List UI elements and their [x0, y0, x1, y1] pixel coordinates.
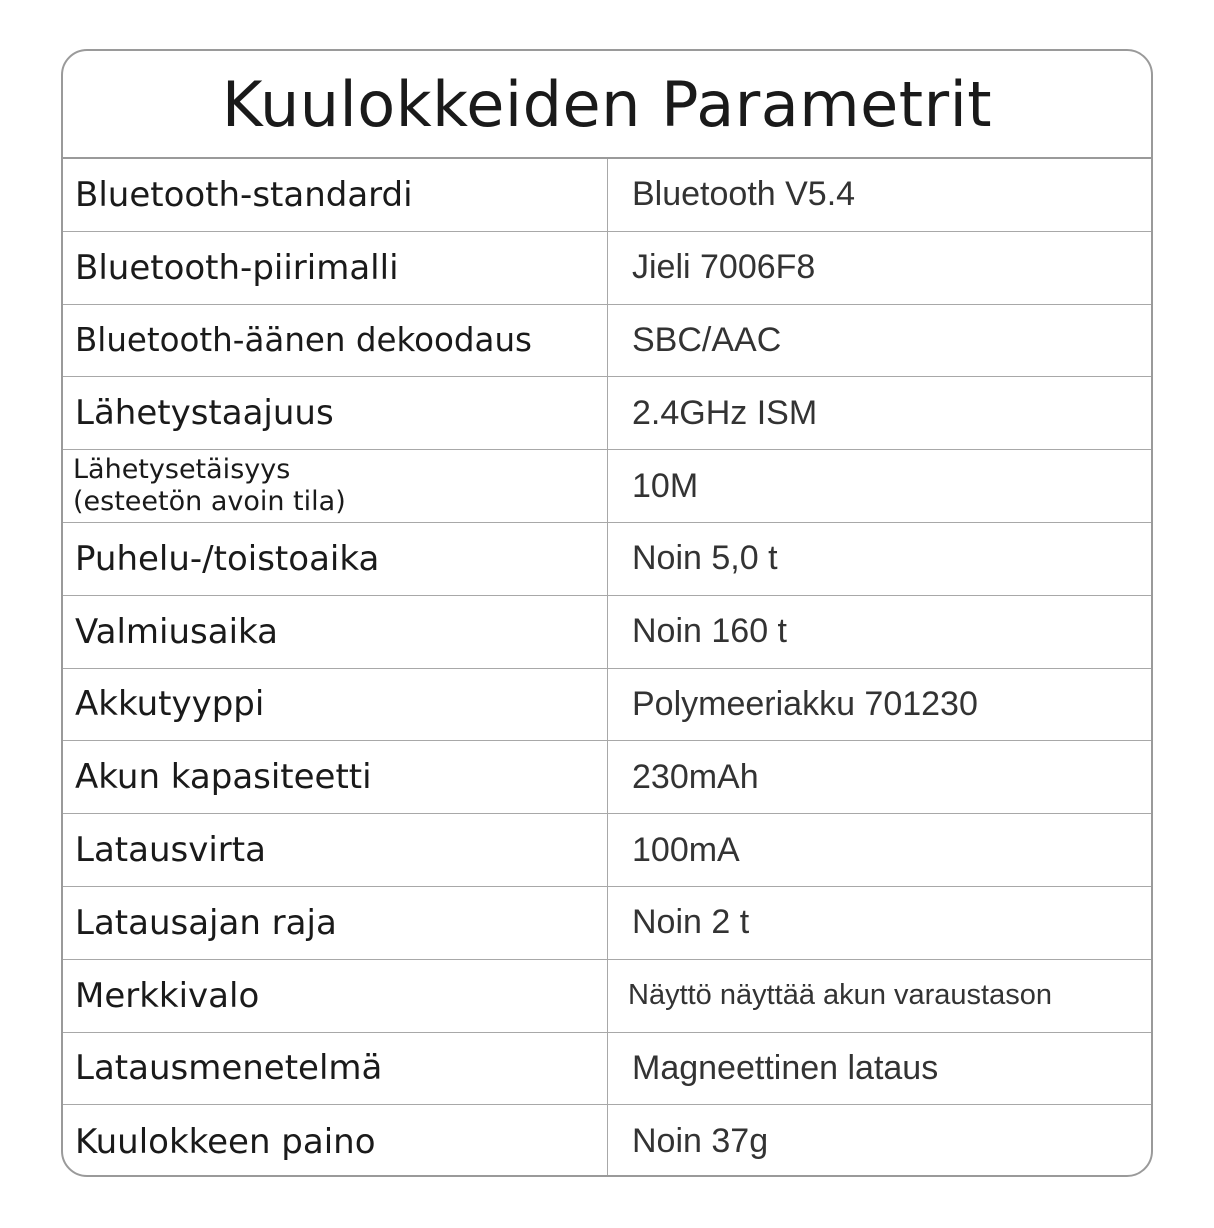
table-row [63, 450, 1151, 523]
row-label: Valmiusaika [63, 596, 608, 668]
row-value: SBC/AAC [632, 320, 782, 359]
table-row [63, 887, 1151, 960]
table-row [63, 305, 1151, 378]
table-row [63, 741, 1151, 814]
table-row [63, 1033, 1151, 1106]
page-title: Kuulokkeiden Parametrit [63, 51, 1151, 159]
row-label-multiline [63, 450, 608, 522]
table-row [63, 523, 1151, 596]
table-row [63, 669, 1151, 742]
row-value: 10M [632, 466, 699, 505]
row-label: Puhelu-/toistoaika [63, 523, 608, 595]
table-row [63, 159, 1151, 232]
table-row [63, 1105, 1151, 1177]
row-value: Magneettinen lataus [632, 1048, 939, 1087]
spec-table [63, 159, 1151, 1177]
row-value: Bluetooth V5.4 [632, 175, 856, 214]
row-value: Noin 160 t [632, 612, 787, 651]
row-value: Noin 2 t [632, 903, 750, 942]
row-label: Bluetooth-standardi [63, 159, 608, 231]
row-label: Bluetooth-äänen dekoodaus [63, 305, 608, 377]
row-value: 2.4GHz ISM [632, 393, 818, 432]
spec-card [61, 49, 1153, 1177]
row-label: Latausvirta [63, 814, 608, 886]
row-value: 100mA [632, 830, 740, 869]
table-row [63, 596, 1151, 669]
row-value: Näyttö näyttää akun varaustason [628, 979, 1052, 1012]
row-label: Lähetystaajuus [63, 377, 608, 449]
table-row [63, 960, 1151, 1033]
row-value: Noin 37g [632, 1122, 769, 1161]
row-label: Akun kapasiteetti [63, 741, 608, 813]
row-label: Akkutyyppi [63, 669, 608, 741]
row-value: Jieli 7006F8 [632, 248, 816, 287]
row-label: Bluetooth-piirimalli [63, 232, 608, 304]
row-label: Latausajan raja [63, 887, 608, 959]
row-label-line1: Lähetysetäisyys [73, 453, 291, 485]
row-label: Latausmenetelmä [63, 1033, 608, 1105]
row-label-line2: (esteetön avoin tila) [73, 486, 346, 518]
table-row [63, 814, 1151, 887]
row-value: Polymeeriakku 701230 [632, 684, 978, 723]
table-row [63, 232, 1151, 305]
row-value: 230mAh [632, 757, 759, 796]
row-value: Noin 5,0 t [632, 539, 778, 578]
row-label: Merkkivalo [63, 960, 608, 1032]
table-row [63, 377, 1151, 450]
row-label: Kuulokkeen paino [63, 1105, 608, 1177]
